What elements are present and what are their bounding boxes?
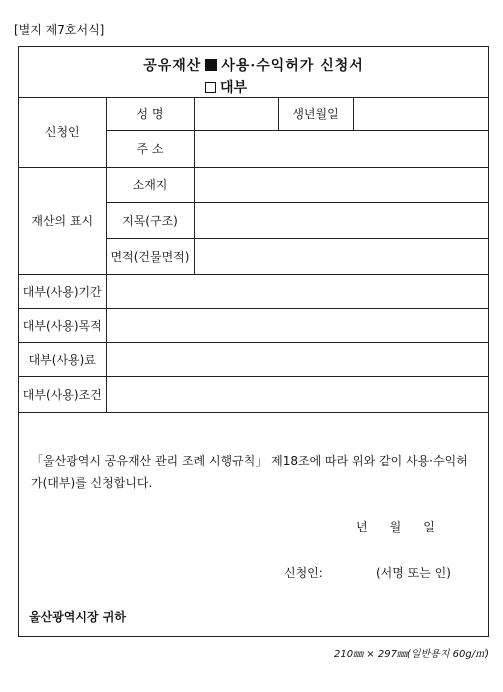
name-label: 성 명: [106, 97, 194, 130]
paper-spec: 210㎜ × 297㎜(일반용지 60g/㎡): [334, 649, 489, 660]
address-field[interactable]: [194, 130, 488, 167]
declaration-area: [19, 412, 488, 636]
form-title: [19, 47, 488, 98]
address-label: 주 소: [106, 130, 194, 167]
title-prefix: 공유재산: [143, 58, 202, 74]
title-suffix: 사용·수익허가 신청서: [221, 58, 364, 74]
date-year-label: 년: [356, 520, 368, 534]
declaration-text: 「울산광역시 공유재산 관리 조례 시행규칙」 제18조에 따라 위와 같이 사용·수익허가(대부)를 신청합니다.: [31, 454, 468, 490]
lot-label: 지목(구조): [106, 202, 194, 238]
location-label: 소재지: [106, 167, 194, 202]
lot-field[interactable]: [194, 202, 488, 238]
applicant-header: 신청인: [19, 97, 106, 167]
purpose-label: 대부(사용)목적: [19, 308, 106, 342]
name-field[interactable]: [194, 97, 278, 130]
application-table: [19, 97, 488, 413]
checked-checkbox-icon[interactable]: [205, 59, 217, 71]
fee-field[interactable]: [106, 342, 488, 376]
period-field[interactable]: [106, 274, 488, 308]
birth-label: 생년월일: [278, 97, 353, 130]
date-day-label: 일: [423, 520, 435, 534]
area-label: 면적(건물면적): [106, 238, 194, 274]
date-line: [356, 518, 457, 535]
period-label: 대부(사용)기간: [19, 274, 106, 308]
property-header: 재산의 표시: [19, 167, 106, 274]
purpose-field[interactable]: [106, 308, 488, 342]
addressee: 울산광역시장 귀하: [29, 610, 126, 624]
fee-label: 대부(사용)료: [19, 342, 106, 376]
conditions-label: 대부(사용)조건: [19, 376, 106, 412]
signature-note: (서명 또는 인): [376, 566, 451, 580]
date-month-label: 월: [389, 520, 402, 534]
area-field[interactable]: [194, 238, 488, 274]
form-number-label: [별지 제7호서식]: [14, 23, 105, 37]
signer-label: 신청인:: [284, 566, 323, 580]
unchecked-checkbox-icon[interactable]: [205, 82, 216, 93]
conditions-field[interactable]: [106, 376, 488, 412]
title-lease-option: 대부: [220, 80, 248, 96]
application-form: [18, 46, 489, 637]
birth-field[interactable]: [353, 97, 488, 130]
location-field[interactable]: [194, 167, 488, 202]
